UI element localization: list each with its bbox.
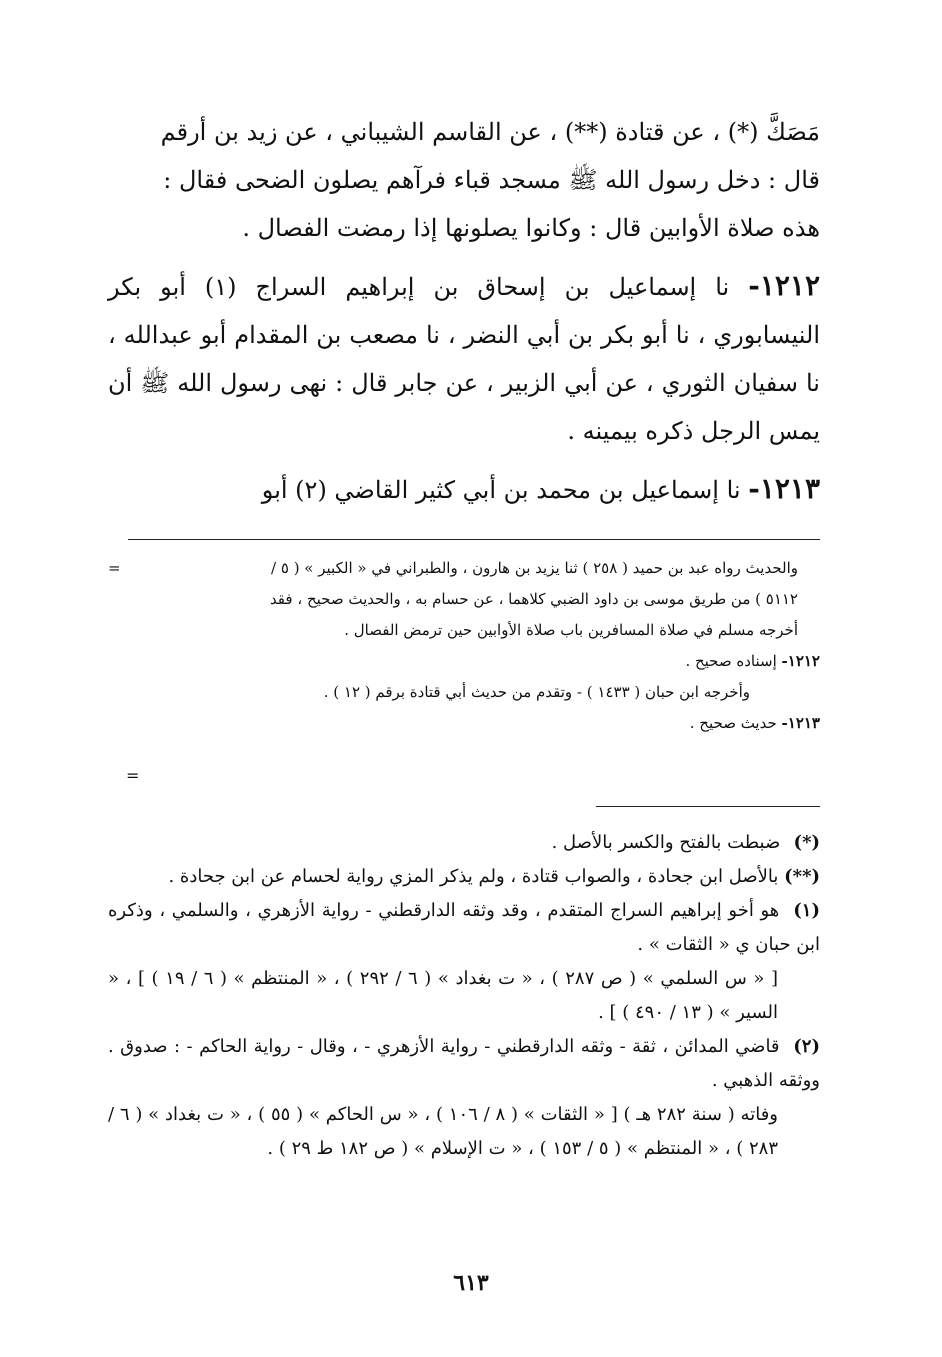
footnote-dstar-text: بالأصل ابن جحادة ، والصواب قتادة ، ولم يذكر المزي رواية لحسام عن ابن جحادة . (168, 866, 779, 887)
hadith-1213-text: نا إسماعيل بن محمد بن أبي كثير القاضي (٢) أبو (261, 476, 741, 504)
hadith-1213-number: ١٢١٣- (748, 472, 820, 505)
footnote-2-mark: (٢) (793, 1036, 820, 1057)
footnote-star (108, 826, 820, 860)
footnote-1-mark: (١) (793, 900, 820, 921)
separator-rule (128, 539, 820, 540)
hadith-1212-text: نا إسماعيل بن إسحاق بن إبراهيم السراج (١) أبو بكر النيسابوري ، نا أبو بكر بن أبي النضر ، نا مصعب بن المقدام أبو عبدالله ، نا سفيان الثوري ، عن أبي الزبير ، عن جابر قال : نهى رسول الله ﷺ أن يمس الرجل ذكره بيمينه . (108, 273, 820, 445)
footnote-2 (108, 1030, 820, 1098)
takhrij-line-2: ٥١١٢ ) من طريق موسى بن داود الضبي كلاهما ، عن حسام به ، والحديث صحيح ، فقد (269, 590, 798, 608)
footnote-2-text: قاضي المدائن ، ثقة - وثقه الدارقطني - رواية الأزهري - ، وقال - رواية الحاكم - : صدوق . ووثقه الذهبي . (108, 1036, 820, 1091)
footnote-rule (596, 806, 820, 807)
takhrij-1213-label: ١٢١٣- (781, 714, 820, 732)
footnotes (108, 826, 820, 1166)
hadith-1212-number: ١٢١٢- (748, 269, 820, 302)
continuation-mark: = (108, 559, 121, 577)
footnote-star-mark: (*) (793, 832, 820, 853)
takhrij-1213 (108, 708, 820, 739)
footnote-1 (108, 894, 820, 962)
footnote-1-text: هو أخو إبراهيم السراج المتقدم ، وقد وثقه الدارقطني - رواية الأزهري ، والسلمي ، وذكره ابن حبان ي « الثقات » . (108, 900, 820, 955)
main-line-1: مَصَكَّ (*) ، عن قتادة (**) ، عن القاسم الشيباني ، عن زيد بن أرقم (160, 118, 820, 146)
takhrij-1213-text: حديث صحيح . (689, 714, 777, 732)
main-line-3: هذه صلاة الأوابين قال : وكانوا يصلونها إذا رمضت الفصال . (242, 214, 820, 242)
takhrij-line-3: أخرجه مسلم في صلاة المسافرين باب صلاة الأوابين حين ترمض الفصال . (344, 621, 798, 639)
takhrij-line-1: والحديث رواه عبد بن حميد ( ٢٥٨ ) ثنا يزيد بن هارون ، والطبراني في « الكبير » ( ٥ / (271, 559, 798, 577)
footnote-star-text: ضبطت بالفتح والكسر بالأصل . (551, 832, 781, 853)
takhrij-1212-extra: وأخرجه ابن حبان ( ١٤٣٣ ) - وتقدم من حديث أبي قتادة برقم ( ١٢ ) . (323, 683, 750, 701)
takhrij-1212-label: ١٢١٢- (781, 652, 820, 670)
footnote-dstar (108, 860, 820, 894)
hadith-1212 (108, 262, 820, 455)
footnote-2-refs: وفاته ( سنة ٢٨٢ هـ ) [ « الثقات » ( ٨ / ١٠٦ ) ، « س الحاكم » ( ٥٥ ) ، « ت بغداد » ( ٦ / ٢٨٣ ) ، « المنتظم » ( ٥ / ١٥٣ ) ، « ت الإسلام » ( ص ١٨٢ ط ٢٩ ) . (108, 1104, 778, 1159)
footnote-1-refs: [ « س السلمي » ( ص ٢٨٧ ) ، « ت بغداد » ( ٦ / ٢٩٢ ) ، « المنتظم » ( ٦ / ١٩ ) ] ، « السير » ( ١٣ / ٤٩٠ ) ] . (108, 968, 778, 1023)
takhrij-1212-text: إسناده صحيح . (685, 652, 777, 670)
takhrij-notes (108, 553, 820, 739)
main-text (108, 108, 820, 514)
takhrij-1212 (108, 646, 820, 677)
hadith-1213 (108, 465, 820, 514)
main-line-2: قال : دخل رسول الله ﷺ مسجد قباء فرآهم يصلون الضحى فقال : (163, 166, 820, 194)
continuation-mark-2: = (126, 766, 140, 785)
page-number: ٦١٣ (453, 1270, 489, 1296)
footnote-dstar-mark: (**) (784, 866, 820, 887)
